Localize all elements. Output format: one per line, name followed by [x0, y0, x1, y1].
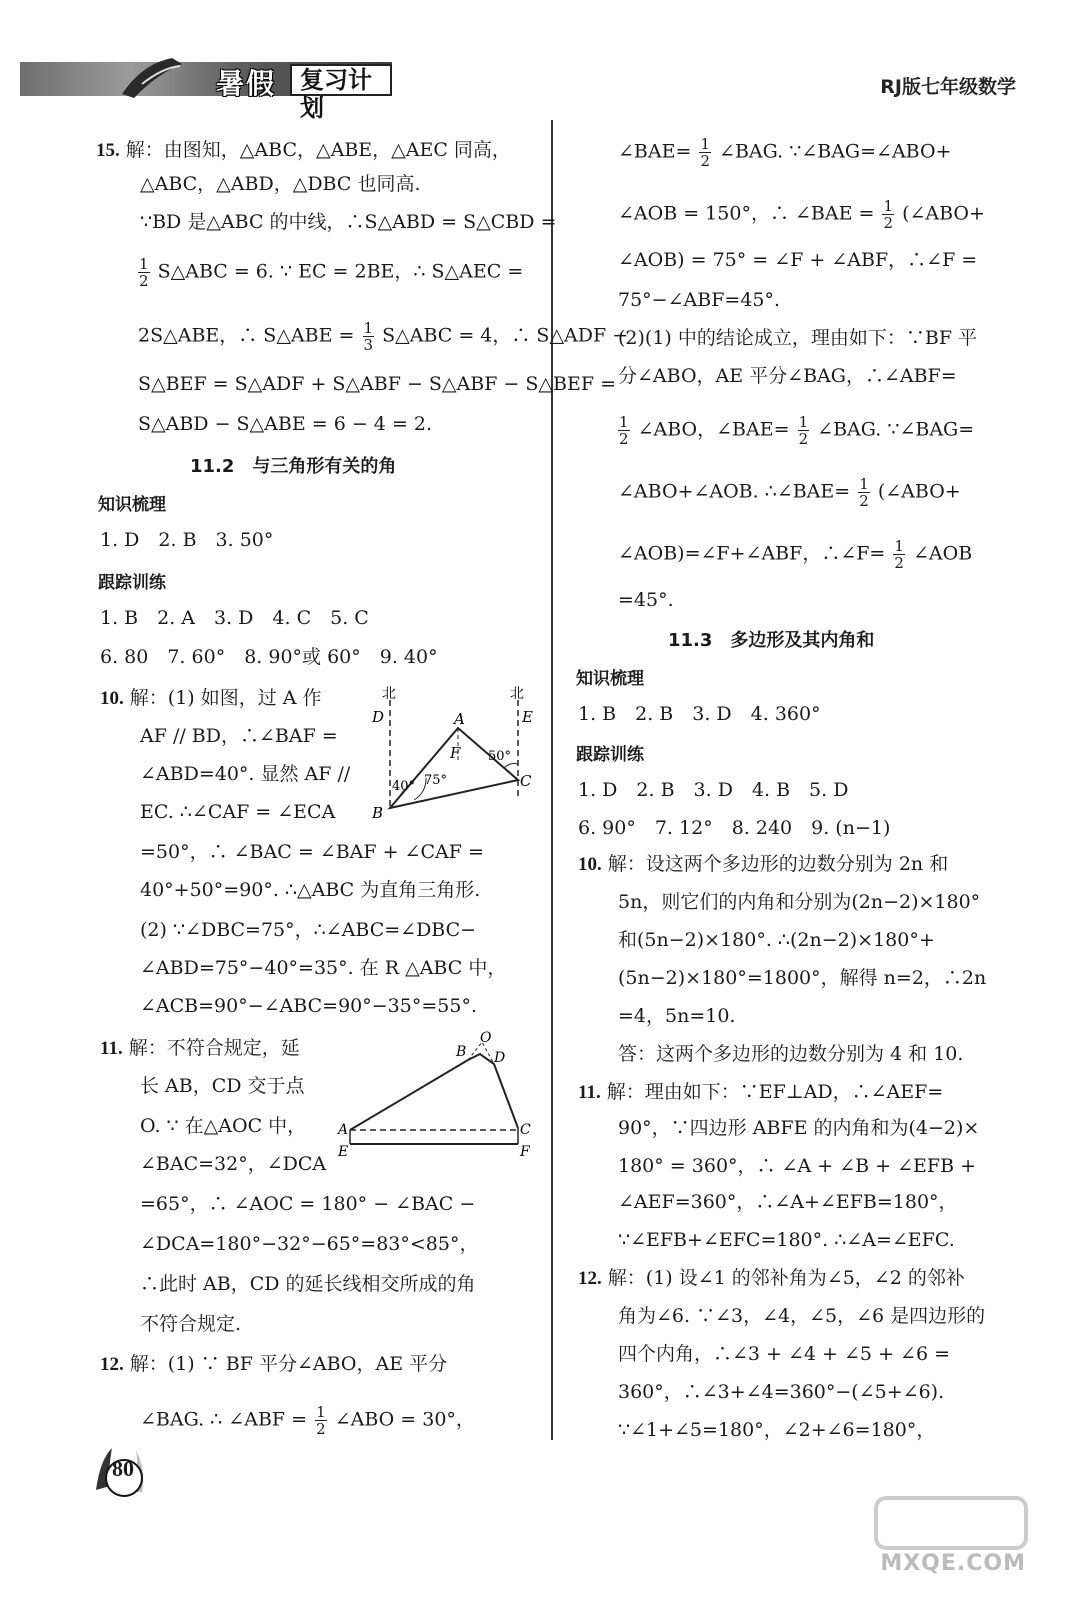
- watermark-text: MXQE.COM: [880, 1551, 1026, 1576]
- fraction: $\frac{1}{2}$: [894, 537, 904, 572]
- angle-40: 40°: [392, 779, 416, 794]
- q10-left-line-7: (2) ∵∠DBC=75°，∴∠ABC=∠DBC−: [140, 919, 477, 941]
- zhishi-heading-right: 知识梳理: [576, 669, 644, 689]
- q11-left-line-8: 不符合规定.: [140, 1313, 242, 1335]
- q11-right-line-1: 11. 解：理由如下：∵EF⊥AD，∴∠AEF=: [578, 1081, 944, 1103]
- fraction: $\frac{1}{2}$: [619, 413, 629, 448]
- q12-right-line-1: 12. 解：(1) 设∠1 的邻补角为∠5，∠2 的邻补: [578, 1267, 965, 1289]
- q10-right-line-3: 和(5n−2)×180°. ∴(2n−2)×180°+: [618, 929, 935, 951]
- q10-left-line-6: 40°+50°=90°. ∴△ABC 为直角三角形.: [140, 879, 481, 901]
- fraction: $\frac{1}{2}$: [798, 413, 809, 448]
- q11-left-line-7: ∴此时 AB，CD 的延长线相交所成的角: [140, 1273, 476, 1295]
- fraction: $\frac{1}{2}$: [883, 197, 894, 232]
- q15-line-6: S△BEF = S△ADF + S△ABF − S△ABF − S△BEF =: [138, 373, 616, 395]
- zhishi-answers-right: 1. B 2. B 3. D 4. 360°: [578, 703, 821, 725]
- genzong-answers-2-left: 6. 80 7. 60° 8. 90°或 60° 9. 40°: [100, 646, 438, 668]
- zhishi-answers-left: 1. D 2. B 3. 50°: [100, 529, 274, 551]
- r-line-10: =45°.: [618, 589, 674, 611]
- q12-left-line-2: ∠BAG. ∴ ∠ABF = $\frac{1}{2}$ ∠ABO = 30°，: [140, 1403, 475, 1438]
- q10-left-line-2: AF // BD，∴∠BAF =: [140, 725, 338, 747]
- angle-50: 50°: [488, 749, 512, 764]
- banner-title: 暑假: [216, 67, 277, 100]
- q10-right-line-5: =4，5n=10.: [618, 1005, 736, 1027]
- q11-left-line-3: O. ∵ 在△AOC 中，: [140, 1115, 307, 1137]
- q10-left-line-3: ∠ABD=40°. 显然 AF //: [140, 763, 351, 785]
- q12-right-line-4: 360°，∴∠3+∠4=360°−(∠5+∠6).: [618, 1381, 945, 1403]
- genzong-heading-left: 跟踪训练: [98, 573, 166, 593]
- point-d: D: [372, 708, 385, 726]
- fraction: $\frac{1}{2}$: [139, 255, 149, 290]
- q15-line-1: 15. 解：由图知，△ABC，△ABE，△AEC 同高，: [96, 139, 511, 161]
- q10-right-line-1: 10. 解：设这两个多边形的边数分别为 2n 和: [578, 853, 949, 875]
- q15-line-4: $\frac{1}{2}$ S△ABC = 6. ∵ EC = 2BE，∴ S△AEC =: [139, 255, 524, 290]
- edition-label: RJ版七年级数学: [880, 76, 1016, 98]
- point-f: F: [450, 744, 461, 762]
- r-line-8: ∠ABO+∠AOB. ∴∠BAE= $\frac{1}{2}$ (∠ABO+: [618, 475, 961, 510]
- point-b: B: [372, 804, 384, 820]
- point-o: O: [480, 1030, 492, 1046]
- point-c: C: [520, 1122, 531, 1138]
- q11-left-line-1: 11. 解：不符合规定，延: [100, 1037, 300, 1059]
- point-a: A: [454, 710, 465, 728]
- q11-left-line-2: 长 AB，CD 交于点: [140, 1075, 305, 1097]
- r-line-5: (2)(1) 中的结论成立，理由如下：∵BF 平: [618, 327, 978, 349]
- genzong-answers-1-left: 1. B 2. A 3. D 4. C 5. C: [100, 607, 369, 629]
- fraction: $\frac{1}{2}$: [859, 475, 869, 510]
- north-label-right: 北: [510, 686, 524, 702]
- point-e: E: [338, 1144, 349, 1160]
- q11-right-line-5: ∵∠EFB+∠EFC=180°. ∴∠A=∠EFC.: [618, 1229, 955, 1251]
- banner-subtitle: 复习计划: [290, 64, 392, 96]
- q11-right-line-4: ∠AEF=360°，∴∠A+∠EFB=180°，: [618, 1191, 958, 1213]
- genzong-heading-right: 跟踪训练: [576, 745, 644, 765]
- point-d: D: [494, 1050, 506, 1066]
- q15-line-2: △ABC，△ABD，△DBC 也同高.: [140, 173, 421, 195]
- q12-left-line-1: 12. 解：(1) ∵ BF 平分∠ABO，AE 平分: [100, 1353, 448, 1375]
- header-banner: [20, 58, 392, 122]
- point-e: E: [522, 708, 533, 726]
- q15-line-5: 2S△ABE，∴ S△ABE = $\frac{1}{3}$ S△ABC = 4，∴ S△ADF −: [138, 319, 629, 354]
- point-f: F: [520, 1144, 530, 1160]
- r-line-7: $\frac{1}{2}$ ∠ABO，∠BAE= $\frac{1}{2}$ ∠BAG. ∵∠BAG=: [619, 413, 975, 448]
- r-line-4: 75°−∠ABF=45°.: [618, 289, 781, 311]
- fraction: $\frac{1}{2}$: [316, 1403, 326, 1438]
- section-11-2-title: 11.2 与三角形有关的角: [190, 456, 397, 477]
- q10-figure: [368, 680, 538, 820]
- q10-right-line-4: (5n−2)×180°=1800°，解得 n=2，∴2n: [618, 967, 987, 989]
- fraction: $\frac{1}{2}$: [700, 135, 710, 170]
- north-label-left: 北: [382, 686, 396, 702]
- q11-figure: [334, 1030, 534, 1160]
- q11-left-line-6: ∠DCA=180°−32°−65°=83°<85°，: [140, 1233, 479, 1255]
- r-line-1: ∠BAE= $\frac{1}{2}$ ∠BAG. ∵∠BAG=∠ABO+: [618, 135, 952, 170]
- q12-right-line-5: ∵∠1+∠5=180°，∠2+∠6=180°，: [618, 1419, 936, 1441]
- r-line-2: ∠AOB = 150°，∴ ∠BAE = $\frac{1}{2}$ (∠ABO+: [618, 197, 985, 232]
- genzong-answers-1-right: 1. D 2. B 3. D 4. B 5. D: [578, 779, 849, 801]
- point-b: B: [456, 1044, 467, 1060]
- page-number: 80: [112, 1456, 134, 1481]
- zhishi-heading-left: 知识梳理: [98, 495, 166, 515]
- q11-right-line-2: 90°，∵四边形 ABFE 的内角和为(4−2)×: [618, 1117, 980, 1139]
- q10-left-line-8: ∠ABD=75°−40°=35°. 在 R △ABC 中，: [140, 957, 507, 979]
- q15-line-3: ∵BD 是△ABC 的中线，∴S△ABD = S△CBD =: [140, 211, 557, 233]
- q11-left-line-4: ∠BAC=32°，∠DCA: [140, 1153, 327, 1175]
- q10-left-line-5: =50°，∴ ∠BAC = ∠BAF + ∠CAF =: [140, 841, 484, 863]
- q11-right-line-3: 180° = 360°，∴ ∠A + ∠B + ∠EFB +: [618, 1155, 976, 1177]
- point-c: C: [520, 772, 532, 790]
- genzong-answers-2-right: 6. 90° 7. 12° 8. 240 9. (n−1): [578, 817, 891, 839]
- q10-left-line-1: 10. 解：(1) 如图，过 A 作: [100, 687, 322, 709]
- q12-right-line-3: 四个内角，∴∠3 + ∠4 + ∠5 + ∠6 =: [618, 1343, 950, 1365]
- r-line-9: ∠AOB)=∠F+∠ABF，∴∠F= $\frac{1}{2}$ ∠AOB: [618, 537, 973, 572]
- r-line-6: 分∠ABO，AE 平分∠BAG，∴∠ABF=: [618, 365, 957, 387]
- q11-left-line-5: =65°，∴ ∠AOC = 180° − ∠BAC −: [140, 1193, 476, 1215]
- pen-icon: [112, 54, 192, 100]
- q10-right-line-2: 5n，则它们的内角和分别为(2n−2)×180°: [618, 891, 981, 913]
- q10-left-line-4: EC. ∴∠CAF = ∠ECA: [140, 801, 336, 823]
- q15-line-7: S△ABD − S△ABE = 6 − 4 = 2.: [138, 413, 433, 435]
- section-11-3-title: 11.3 多边形及其内角和: [668, 630, 875, 651]
- r-line-3: ∠AOB) = 75° = ∠F + ∠ABF，∴∠F =: [618, 249, 978, 271]
- column-divider: [551, 120, 553, 1440]
- q12-right-line-2: 角为∠6. ∵∠3，∠4，∠5，∠6 是四边形的: [618, 1305, 986, 1327]
- point-a: A: [338, 1122, 349, 1138]
- fraction: $\frac{1}{3}$: [363, 319, 374, 354]
- q10-left-line-9: ∠ACB=90°−∠ABC=90°−35°=55°.: [140, 995, 477, 1017]
- angle-75: 75°: [424, 773, 448, 788]
- q10-right-line-6: 答：这两个多边形的边数分别为 4 和 10.: [618, 1043, 964, 1065]
